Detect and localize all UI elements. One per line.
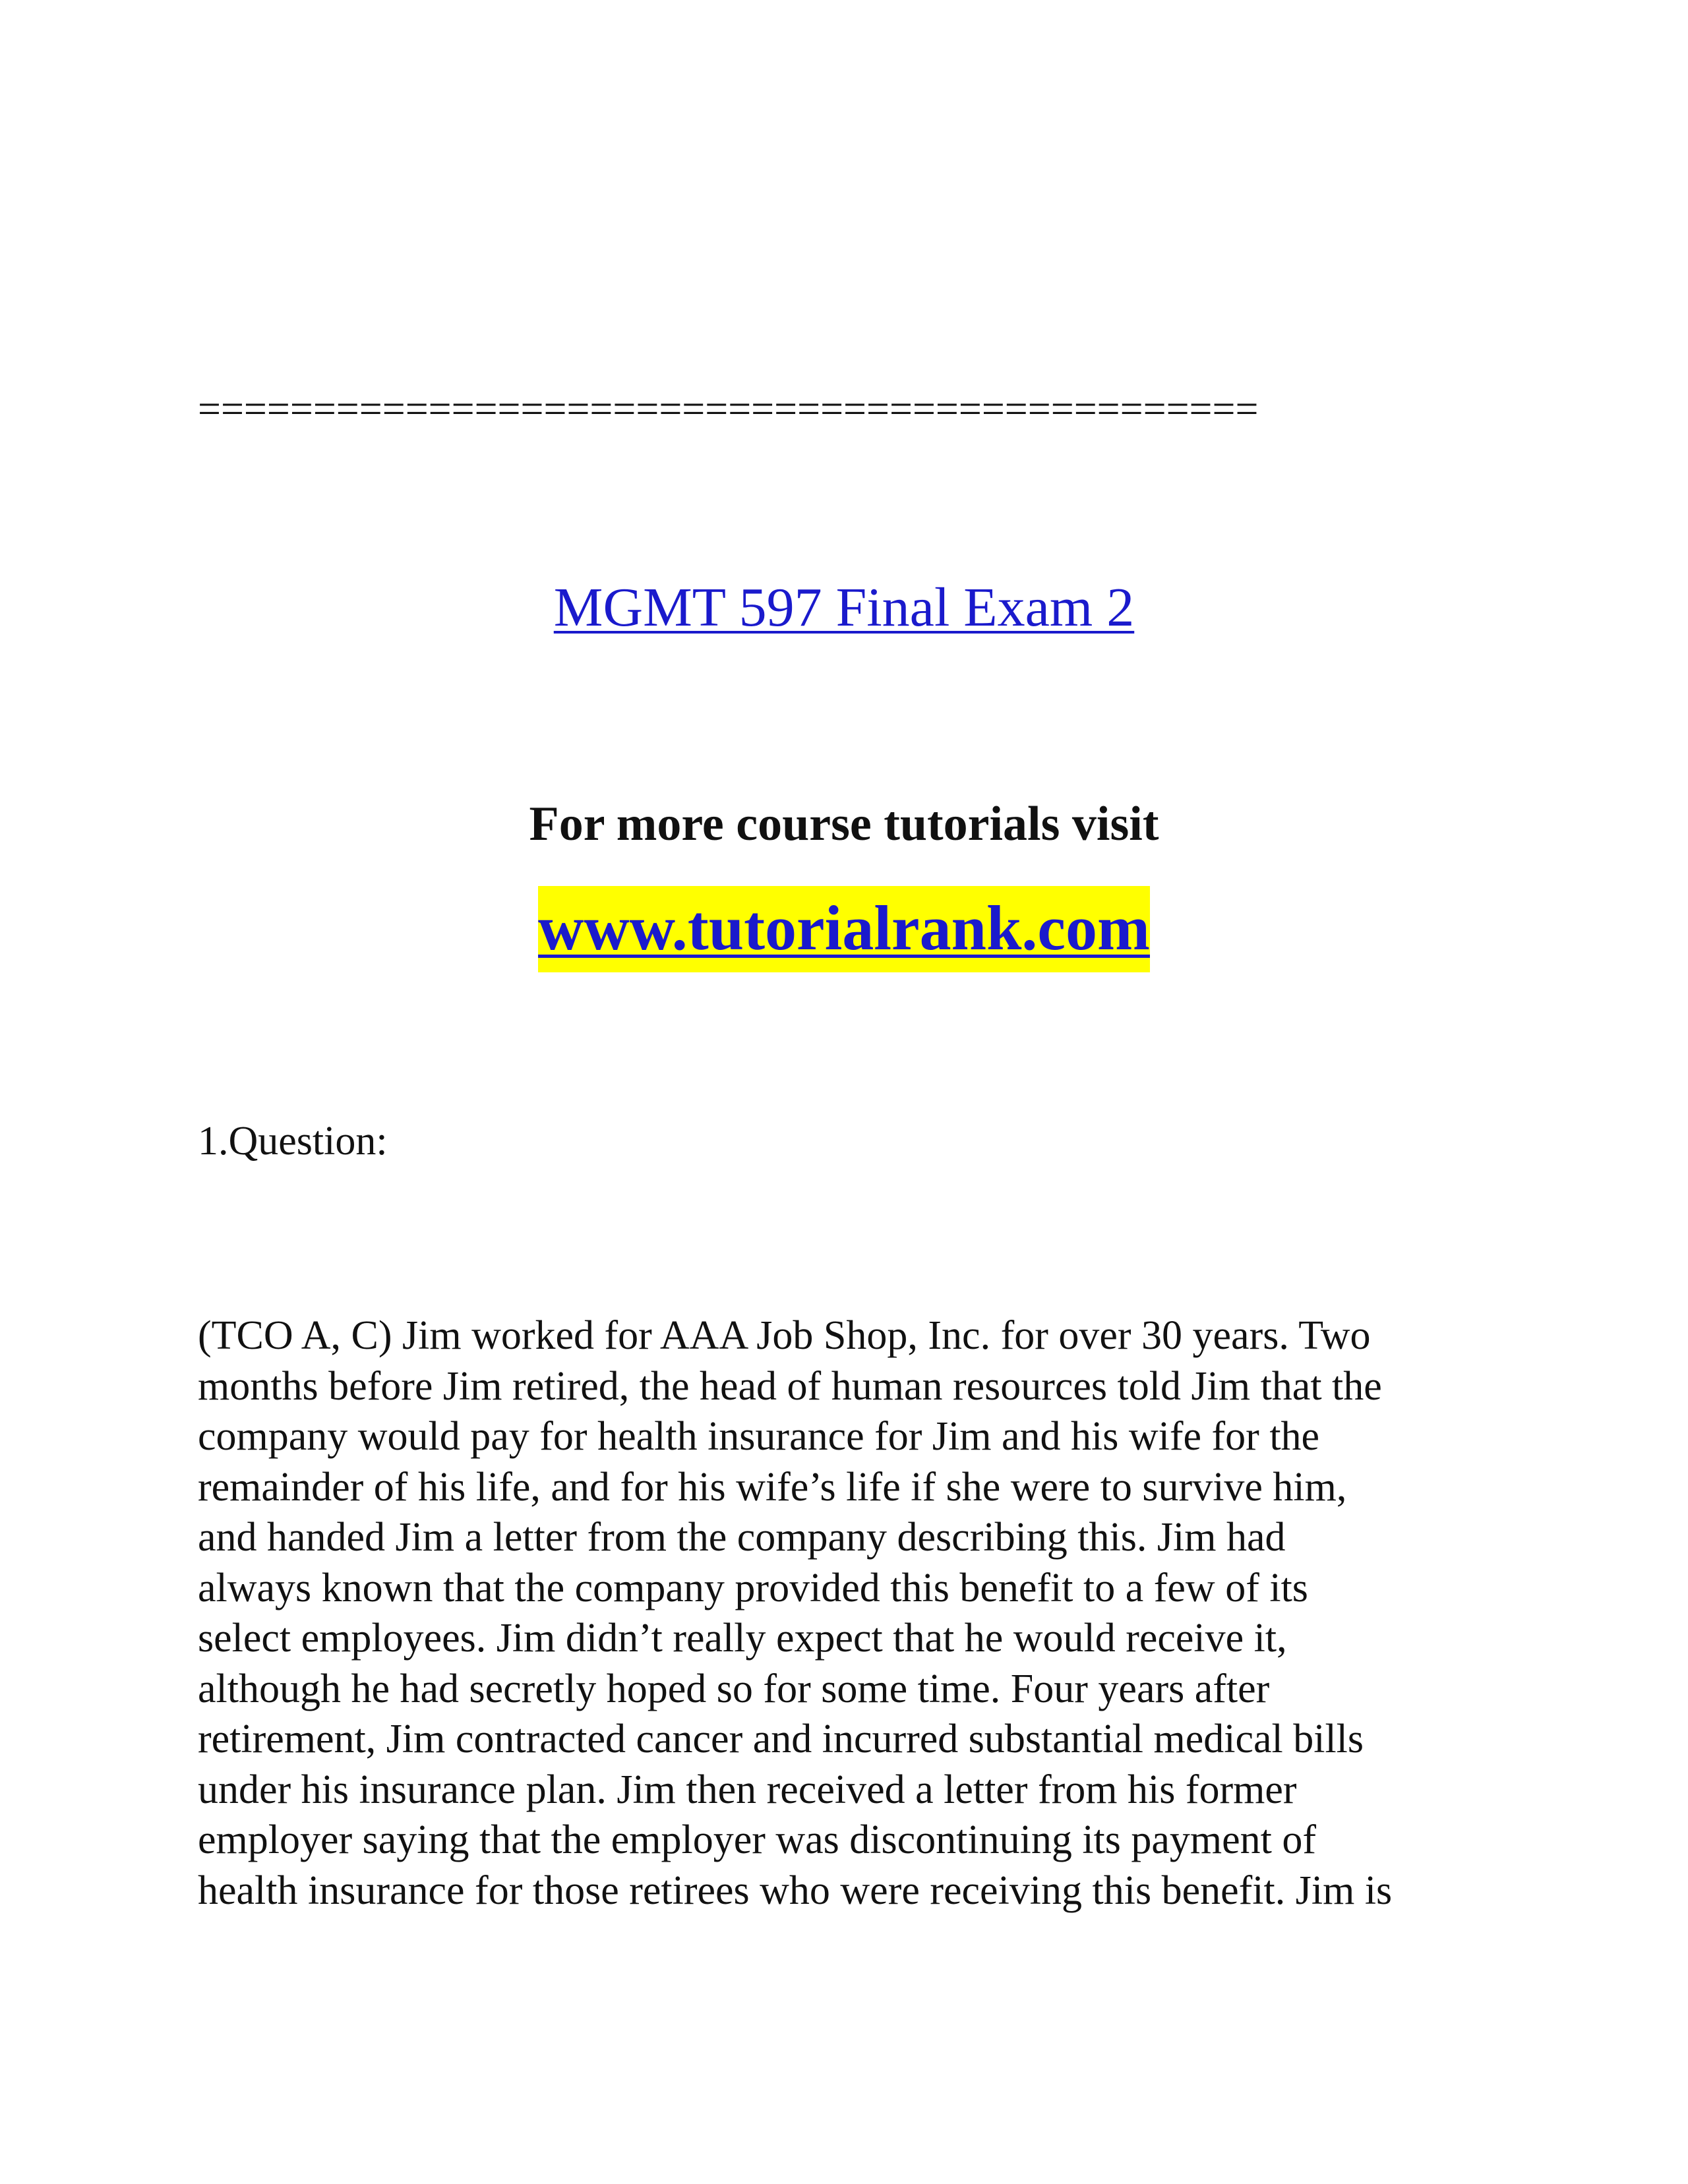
question-line: under his insurance plan. Jim then received a letter from his former <box>198 1767 1297 1812</box>
question-line: health insurance for those retirees who were receiving this benefit. Jim is <box>198 1868 1393 1913</box>
title-link[interactable]: MGMT 597 Final Exam 2 <box>553 577 1135 638</box>
question-line: retirement, Jim contracted cancer and incurred substantial medical bills <box>198 1717 1364 1761</box>
question-line: employer saying that the employer was discontinuing its payment of <box>198 1817 1317 1862</box>
promo-heading: For more course tutorials visit <box>529 797 1159 851</box>
question-line: select employees. Jim didn’t really expect that he would receive it, <box>198 1616 1287 1661</box>
question-line: remainder of his life, and for his wife’s life if she were to survive him, <box>198 1464 1347 1510</box>
question-line: (TCO A, C) Jim worked for AAA Job Shop, Inc. for over 30 years. Two <box>198 1313 1371 1358</box>
question-line: always known that the company provided this benefit to a few of its <box>198 1565 1308 1610</box>
question-line: although he had secretly hoped so for some time. Four years after <box>198 1666 1270 1711</box>
promo-link[interactable]: www.tutorialrank.com <box>538 886 1150 972</box>
promo-link-container <box>0 893 1688 963</box>
question-line: months before Jim retired, the head of human resources told Jim that the <box>198 1363 1382 1409</box>
title-container <box>0 577 1688 638</box>
question-body <box>198 1311 1517 1916</box>
separator-line: ============================================== <box>198 387 1259 432</box>
question-line: company would pay for health insurance for Jim and his wife for the <box>198 1414 1320 1459</box>
question-line: and handed Jim a letter from the company describing this. Jim had <box>198 1515 1286 1560</box>
question-label: 1.Question: <box>198 1119 388 1164</box>
